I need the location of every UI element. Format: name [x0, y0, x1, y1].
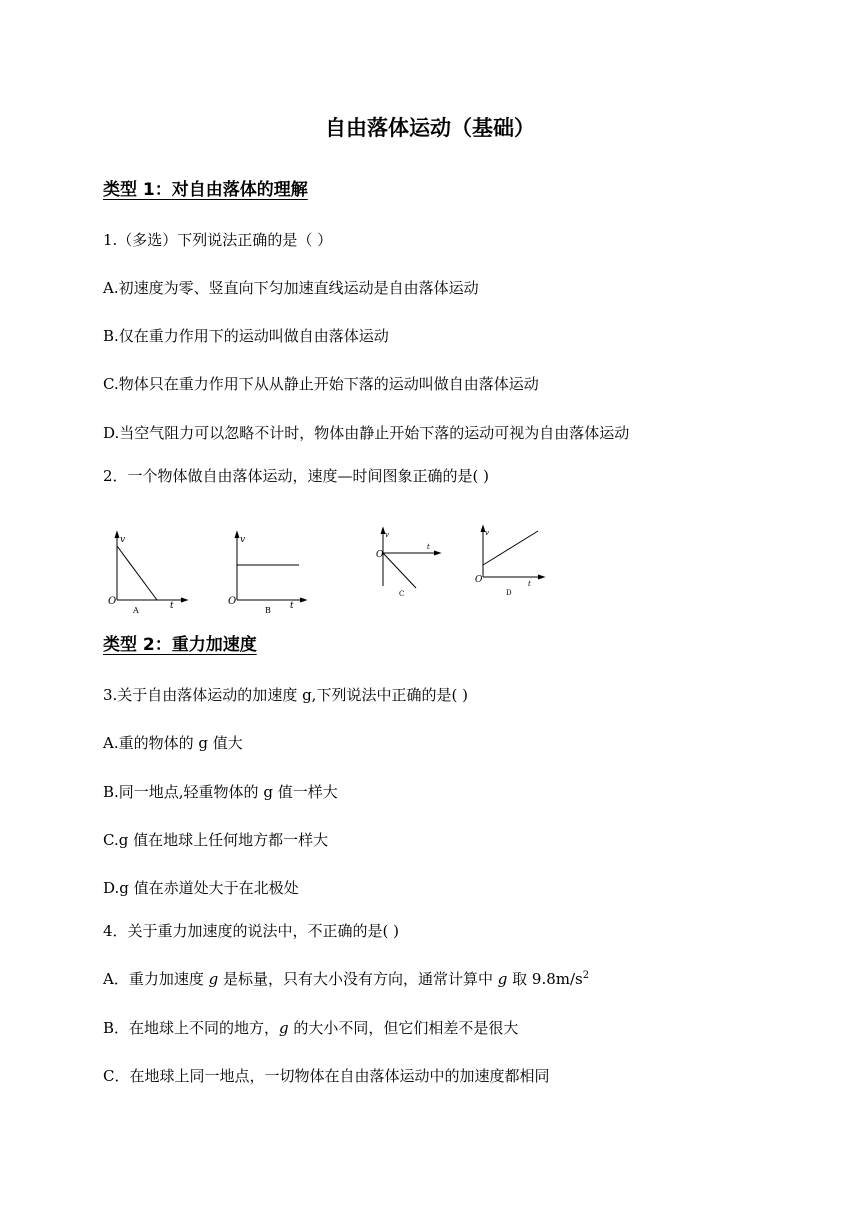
- q4-a-superscript: 2: [582, 970, 590, 981]
- q3-option-a: A.重的物体的 g 值大: [103, 734, 243, 752]
- graph-b-v-label: v: [240, 535, 246, 545]
- q3-option-b: B.同一地点,轻重物体的 g 值一样大: [103, 783, 338, 801]
- q4-b-g-symbol: g: [279, 1019, 289, 1037]
- q3-option-d: D.g 值在赤道处大于在北极处: [103, 879, 299, 897]
- q4-a-part3: 取 9.8m/s: [507, 970, 583, 988]
- graph-d-v-label: v: [485, 529, 489, 537]
- q1-option-d: D.当空气阻力可以忽略不计时，物体由静止开始下落的运动可视为自由落体运动: [103, 424, 630, 442]
- q4-stem: 4．关于重力加速度的说法中，不正确的是( ): [103, 922, 400, 940]
- graph-d-origin-label: O: [475, 575, 483, 585]
- q3-stem: 3.关于自由落体运动的加速度 g,下列说法中正确的是( ): [103, 686, 468, 704]
- graph-a: [100, 520, 190, 620]
- q4-a-g-symbol: g: [208, 970, 219, 988]
- q4-option-b: [103, 1017, 518, 1038]
- section-heading-1: 类型 1：对自由落体的理解: [103, 180, 308, 200]
- q2-stem: 2．一个物体做自由落体运动，速度—时间图象正确的是( ): [103, 467, 490, 485]
- graph-a-v-label: v: [120, 535, 126, 545]
- q2-graph-options: [100, 520, 560, 620]
- q4-a-g-symbol-2: g: [497, 970, 508, 988]
- graph-b-letter: B: [265, 606, 271, 615]
- q4-b-part1: B．在地球上不同的地方，: [103, 1019, 280, 1037]
- graph-b-t-label: t: [290, 601, 294, 611]
- graph-d-letter: D: [506, 589, 512, 597]
- q1-option-a: A.初速度为零、竖直向下匀加速直线运动是自由落体运动: [103, 279, 479, 297]
- q4-a-part2: 是标量，只有大小没有方向，通常计算中: [218, 970, 498, 988]
- q1-stem: 1.（多选）下列说法正确的是（ ）: [103, 231, 333, 249]
- graph-c-letter: C: [399, 590, 405, 598]
- graph-d: [472, 520, 552, 620]
- q4-option-c: C．在地球上同一地点，一切物体在自由落体运动中的加速度都相同: [103, 1067, 550, 1085]
- graph-c-v-label: v: [385, 531, 389, 539]
- q4-option-a: [103, 968, 589, 989]
- q4-b-part2: 的大小不同，但它们相差不是很大: [288, 1019, 519, 1037]
- graph-b: [224, 520, 314, 620]
- graph-b-origin-label: O: [228, 596, 237, 607]
- graph-c: [370, 520, 450, 620]
- section-heading-2: 类型 2：重力加速度: [103, 635, 257, 655]
- q1-option-b: B.仅在重力作用下的运动叫做自由落体运动: [103, 327, 389, 345]
- graph-c-t-label: t: [427, 543, 430, 551]
- q4-a-part1: A．重力加速度: [103, 970, 209, 988]
- page-title: 自由落体运动（基础）: [325, 116, 535, 140]
- q1-option-c: C.物体只在重力作用下从从静止开始下落的运动叫做自由落体运动: [103, 375, 539, 393]
- graph-c-origin-label: O: [376, 550, 384, 560]
- graph-a-t-label: t: [170, 601, 174, 611]
- graph-a-letter: A: [133, 606, 139, 615]
- q3-option-c: C.g 值在地球上任何地方都一样大: [103, 831, 329, 849]
- graph-d-t-label: t: [528, 580, 531, 588]
- graph-a-origin-label: O: [108, 596, 117, 607]
